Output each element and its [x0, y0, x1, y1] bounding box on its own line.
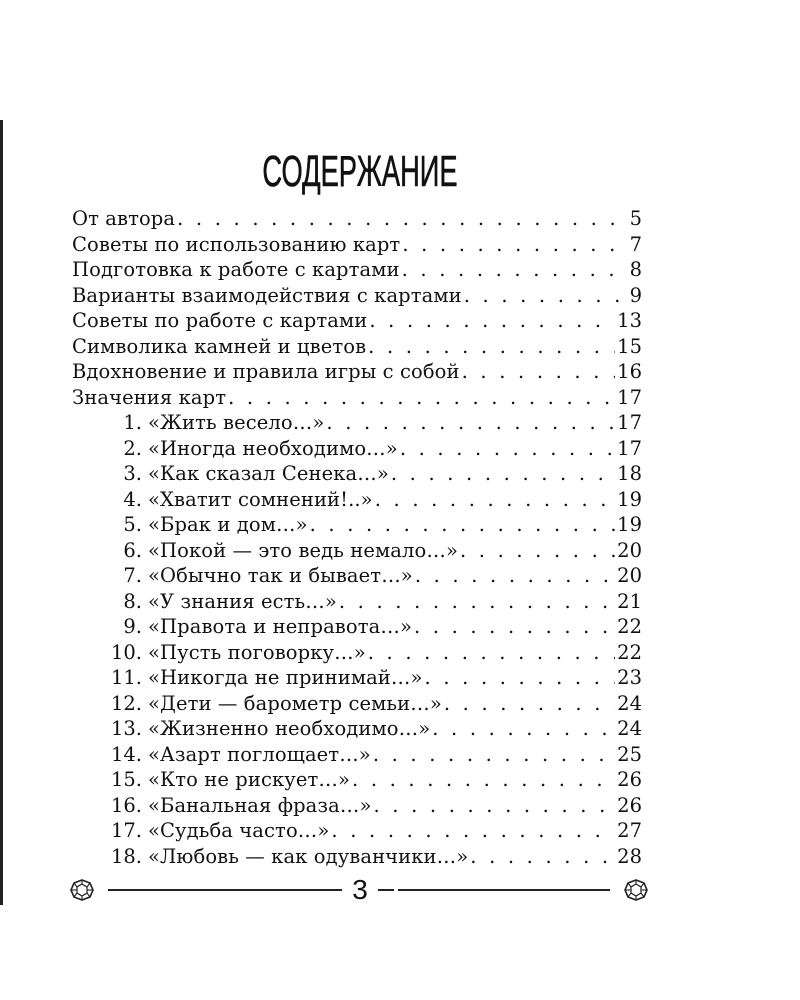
dot-leader	[400, 436, 615, 462]
dot-leader	[331, 818, 615, 844]
toc-entry[interactable]	[72, 359, 642, 385]
toc-entry-label: Подготовка к работе с картами	[72, 258, 400, 281]
toc-entry-label: Варианты взаимодействия с картами	[72, 283, 462, 307]
toc-entry[interactable]	[72, 232, 642, 258]
card-page: 21	[617, 589, 642, 613]
card-number: 16.	[110, 793, 142, 817]
card-number: 11.	[110, 666, 142, 689]
dot-leader	[402, 257, 628, 283]
toc-entry-page: 9	[629, 283, 642, 307]
dot-leader	[368, 334, 615, 360]
card-number: 7.	[123, 564, 142, 587]
toc-card-entry[interactable]	[72, 793, 642, 819]
toc-card-entry[interactable]	[72, 691, 642, 717]
toc-entry-page: 15	[617, 334, 642, 358]
dot-leader	[373, 742, 615, 768]
dot-leader	[375, 487, 615, 513]
dot-leader	[460, 538, 615, 564]
card-number: 3.	[123, 462, 142, 485]
toc-card-entry[interactable]	[72, 512, 642, 538]
toc-card-entry[interactable]	[72, 614, 642, 640]
toc-card-entry[interactable]	[72, 716, 642, 742]
card-page: 17	[617, 436, 642, 460]
toc-card-entry[interactable]	[72, 742, 642, 768]
dot-leader	[444, 691, 615, 717]
card-page: 28	[617, 844, 642, 868]
card-page: 18	[617, 462, 642, 485]
page-footer	[70, 872, 648, 908]
dot-leader	[462, 359, 616, 385]
card-title: «Иногда необходимо…»	[148, 436, 398, 460]
card-title: «Кто не рискует…»	[148, 768, 351, 791]
card-number: 18.	[110, 844, 142, 868]
toc-entry-label: Значения карт	[72, 385, 227, 409]
card-title: «Жить весело…»	[148, 411, 325, 434]
toc-entry-label: Советы по работе с картами	[72, 309, 368, 332]
book-spine-edge	[0, 120, 3, 905]
card-page: 20	[617, 538, 642, 562]
card-title: «Банальная фраза…»	[148, 793, 372, 817]
card-page: 20	[617, 564, 642, 587]
toc-entry-label: Символика камней и цветов	[72, 334, 367, 358]
dot-leader	[228, 385, 615, 411]
toc-entry-label: Вдохновение и правила игры с собой	[72, 360, 460, 383]
card-number: 4.	[123, 487, 142, 511]
dot-leader	[374, 793, 616, 819]
toc-entry[interactable]	[72, 334, 642, 360]
card-title: «Любовь — как одуванчики…»	[148, 844, 469, 868]
card-number: 13.	[110, 717, 142, 740]
dot-leader	[470, 844, 615, 870]
card-title: «У знания есть…»	[148, 589, 337, 613]
toc-card-entry[interactable]	[72, 487, 642, 513]
card-number: 8.	[123, 589, 142, 613]
card-title: «Как сказал Сенека…»	[148, 462, 389, 485]
card-page: 22	[617, 615, 642, 638]
toc-card-entry[interactable]	[72, 844, 642, 870]
card-title: «Жизненно необходимо…»	[148, 717, 431, 740]
toc-entry[interactable]	[72, 308, 642, 334]
dot-leader	[369, 308, 615, 334]
card-title: «Покой — это ведь немало…»	[148, 538, 458, 562]
card-page: 26	[617, 768, 642, 791]
footer-rule	[398, 889, 610, 891]
gem-icon	[624, 878, 648, 902]
dot-leader	[352, 767, 615, 793]
dot-leader	[402, 232, 627, 258]
dot-leader	[368, 640, 615, 666]
table-of-contents	[72, 206, 642, 869]
card-number: 1.	[123, 411, 142, 434]
card-title: «Азарт поглощает…»	[148, 742, 371, 766]
card-number: 5.	[123, 513, 142, 536]
toc-card-entry[interactable]	[72, 818, 642, 844]
gem-icon	[70, 878, 94, 902]
card-page: 22	[617, 640, 642, 664]
page-number: 3	[342, 872, 378, 908]
card-number: 6.	[123, 538, 142, 562]
card-page: 26	[617, 793, 642, 817]
card-page: 24	[617, 717, 642, 740]
card-title: «Судьба часто…»	[148, 819, 330, 842]
toc-entry-page: 5	[629, 207, 642, 230]
card-number: 15.	[110, 768, 142, 791]
card-number: 14.	[110, 742, 142, 766]
toc-card-entry[interactable]	[72, 665, 642, 691]
card-page: 25	[617, 742, 642, 766]
card-title: «Брак и дом…»	[148, 513, 308, 536]
card-title: «Никогда не принимай…»	[148, 666, 423, 689]
toc-card-entry[interactable]	[72, 461, 642, 487]
toc-entry-label: От автора	[72, 207, 176, 230]
toc-entry-label: Советы по использованию карт	[72, 232, 401, 256]
dot-leader	[414, 614, 615, 640]
toc-entry-page: 7	[629, 232, 642, 256]
card-title: «Обычно так и бывает…»	[148, 564, 413, 587]
toc-entry[interactable]	[72, 206, 642, 232]
toc-entry-page: 16	[617, 360, 642, 383]
toc-entry[interactable]	[72, 257, 642, 283]
toc-card-entry[interactable]	[72, 538, 642, 564]
toc-entry[interactable]	[72, 385, 642, 411]
card-page: 19	[617, 487, 642, 511]
card-page: 23	[617, 666, 642, 689]
card-number: 17.	[110, 819, 142, 842]
dot-leader	[326, 410, 615, 436]
toc-entry-page: 17	[617, 385, 642, 409]
card-page: 19	[617, 513, 642, 536]
card-number: 9.	[123, 615, 142, 638]
toc-card-entry[interactable]	[72, 767, 642, 793]
card-page: 27	[617, 819, 642, 842]
card-number: 10.	[110, 640, 142, 664]
dot-leader	[425, 665, 616, 691]
dot-leader	[310, 512, 616, 538]
dot-leader	[177, 206, 627, 232]
card-number: 12.	[110, 691, 142, 715]
toc-card-entry[interactable]	[72, 589, 642, 615]
dot-leader	[464, 283, 628, 309]
toc-card-entry[interactable]	[72, 436, 642, 462]
card-title: «Пусть поговорку…»	[148, 640, 366, 664]
card-title: «Хватит сомнений!..»	[148, 487, 373, 511]
card-page: 24	[617, 691, 642, 715]
page-title: СОДЕРЖАНИЕ	[262, 147, 458, 197]
toc-card-entry[interactable]	[72, 410, 642, 436]
card-number: 2.	[123, 436, 142, 460]
dot-leader	[415, 563, 615, 589]
toc-entry-page: 8	[629, 258, 642, 281]
toc-entry[interactable]	[72, 283, 642, 309]
card-title: «Дети — барометр семьи…»	[148, 691, 442, 715]
toc-card-entry[interactable]	[72, 640, 642, 666]
dot-leader	[339, 589, 615, 615]
card-title: «Правота и неправота…»	[148, 615, 412, 638]
dot-leader	[391, 461, 615, 487]
toc-card-entry[interactable]	[72, 563, 642, 589]
toc-entry-page: 13	[617, 309, 642, 332]
card-page: 17	[617, 411, 642, 434]
dot-leader	[432, 716, 615, 742]
